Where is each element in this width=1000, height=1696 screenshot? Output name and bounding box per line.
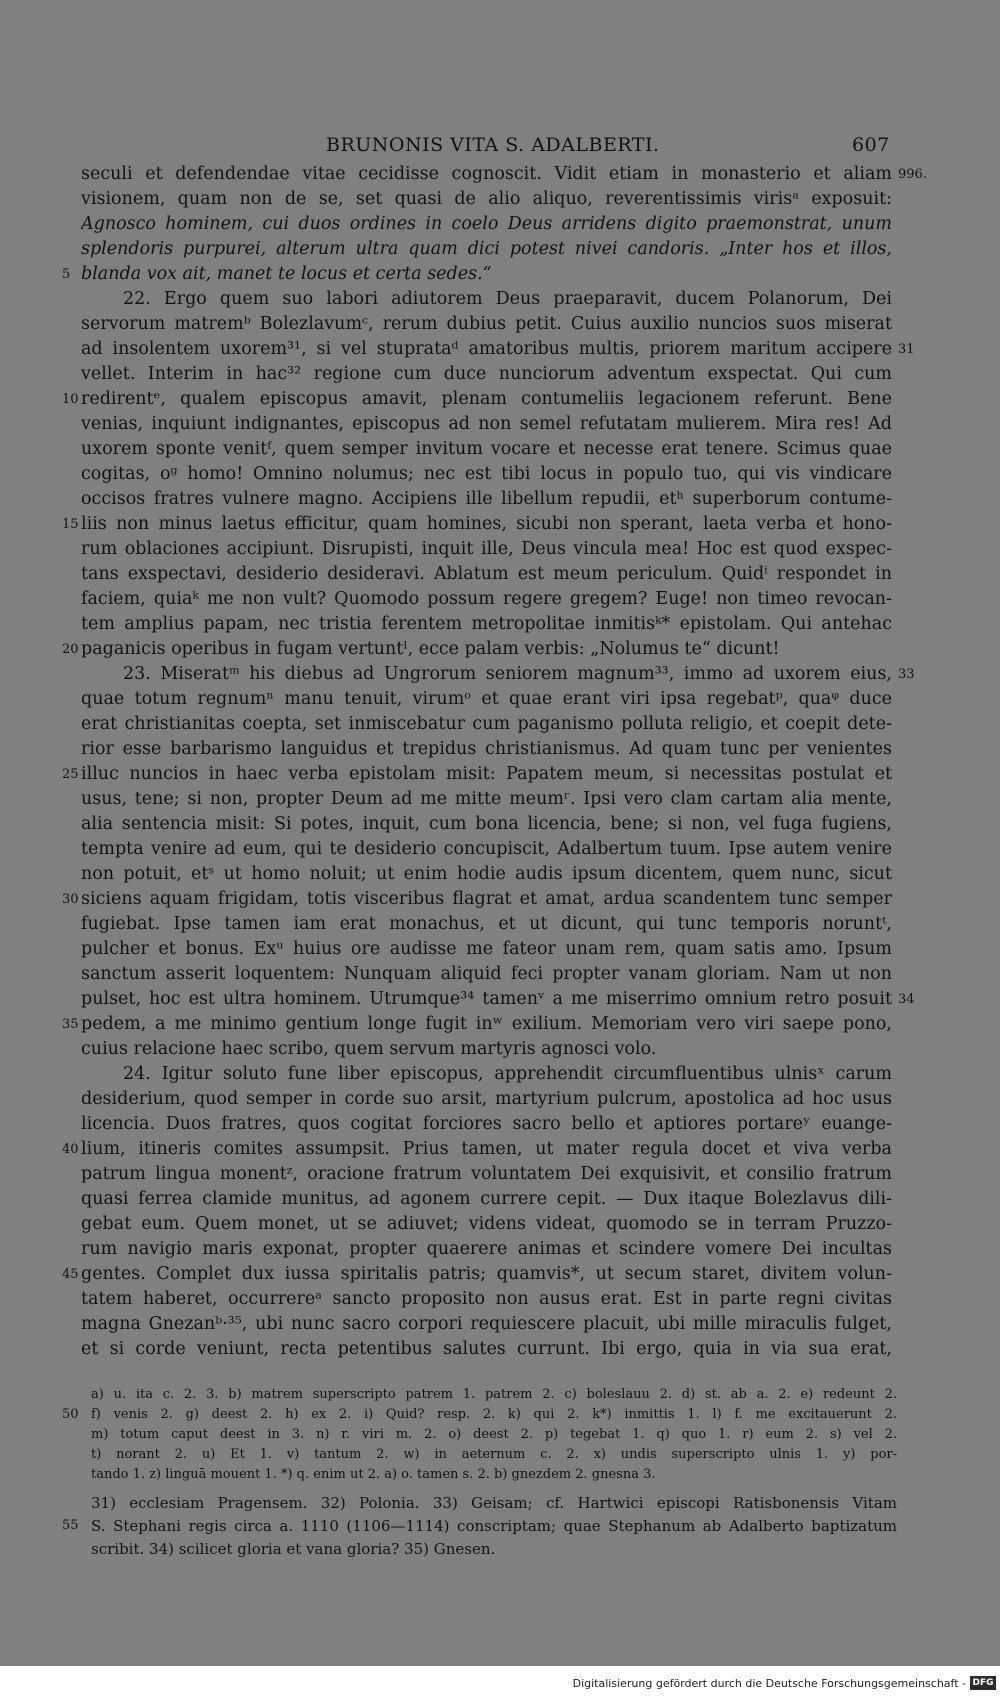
margin-note: 33	[898, 667, 915, 682]
endnote-line: 31) ecclesiam Pragensem. 32) Polonia. 33) Geisam; cf. Hartwici episcopi Ratisbonensis Vitam	[91, 1494, 897, 1512]
text-line: Agnosco hominem, cui duos ordines in coelo Deus arridens digito praemonstrat, unum	[81, 214, 892, 234]
line-number: 15	[62, 517, 79, 532]
line-number: 10	[62, 392, 79, 407]
text-line: pulcher et bonus. Exᵘ huius ore audisse me fateor unam rem, quam satis amo. Ipsum	[81, 939, 892, 959]
footnote-line: t) norant 2. u) Et 1. v) tantum 2. w) in aeternum c. 2. x) undis superscripto ulnis 1. y) por-	[91, 1447, 897, 1462]
text-line: tem amplius papam, nec tristia ferentem metropolitae inmitisᵏ* epistolam. Qui antehac	[81, 614, 892, 634]
line-number: 55	[62, 1518, 79, 1533]
text-line: paganicis operibus in fugam vertuntˡ, ecce palam verbis: „Nolumus te“ dicunt!	[81, 639, 780, 659]
text-line: servorum matremᵇ Bolezlavumᶜ, rerum dubius petit. Cuius auxilio nuncios suos miserat	[81, 314, 892, 334]
text-line: non potuit, etˢ ut homo noluit; ut enim hodie audis ipsum dicentem, quem nunc, sicut	[81, 864, 892, 884]
margin-note: 34	[898, 992, 915, 1007]
text-line: alia sentencia misit: Si potes, inquit, cum bona licencia, bene; si non, vel fuga fugiens,	[81, 814, 892, 834]
text-line: tans exspectavi, desiderio desideravi. Ablatum est meum periculum. Quidⁱ respondet in	[81, 564, 892, 584]
page-number: 607	[852, 134, 890, 156]
line-number: 40	[62, 1142, 79, 1157]
text-line: blanda vox ait, manet te locus et certa sedes.“	[81, 264, 492, 284]
text-line: rum oblaciones accipiunt. Disrupisti, inquit ille, Deus vincula mea! Hoc est quod exspec-	[81, 539, 892, 559]
dfg-logo: DFG	[970, 1676, 996, 1690]
text-line: rum navigio maris exponat, propter quaerere animas et scindere vomere Dei incultas	[81, 1239, 892, 1259]
text-line: venias, inquiunt indignantes, episcopus ad non semel refutatam mulierem. Mira res! Ad	[81, 414, 892, 434]
endnote-line: S. Stephani regis circa a. 1110 (1106—1114) conscriptam; quae Stephanum ab Adalberto baptizatum	[91, 1517, 897, 1535]
text-line: et si corde veniunt, recta petentibus salutes currunt. Ibi ergo, quia in via sua erat,	[81, 1339, 892, 1359]
text-line: pedem, a me minimo gentium longe fugit inʷ exilium. Memoriam vero viri saepe pono,	[81, 1014, 892, 1034]
text-line: vellet. Interim in hac³² regione cum duce nunciorum adventum exspectat. Qui cum	[81, 364, 892, 384]
text-line: fugiebat. Ipse tamen iam erat monachus, et ut dicunt, qui tunc temporis noruntᵗ,	[81, 914, 892, 934]
text-line: 24. Igitur soluto fune liber episcopus, apprehendit circumfluentibus ulnisˣ carum	[123, 1064, 892, 1084]
text-line: ad insolentem uxorem³¹, si vel stuprataᵈ amatoribus multis, priorem maritum accipere	[81, 339, 892, 359]
footnote-line: tando 1. z) linguā mouent 1. *) q. enim ut 2. a) o. tamen s. 2. b) gnezdem 2. gnesna 3.	[91, 1467, 656, 1482]
line-number: 30	[62, 892, 79, 907]
text-line: 22. Ergo quem suo labori adiutorem Deus praeparavit, ducem Polanorum, Dei	[123, 289, 892, 309]
text-line: visionem, quam non de se, set quasi de alio aliquo, reverentissimis virisᵃ exposuit:	[81, 189, 892, 209]
text-line: erat christianitas coepta, set inmiscebatur cum paganismo polluta religio, et coepit dete-	[81, 714, 892, 734]
text-line: quae totum regnumⁿ manu tenuit, virumᵒ et quae erant viri ipsa regebatᵖ, quaᵠ duce	[81, 689, 892, 709]
text-line: gentes. Complet dux iussa spiritalis patris; quamvis*, ut secum staret, divitem volun-	[81, 1264, 892, 1284]
margin-note: 31	[898, 342, 915, 357]
running-title: BRUNONIS VITA S. ADALBERTI.	[326, 134, 660, 156]
text-line: licencia. Duos fratres, quos cogitat forciores sacro bello et aptiores portareʸ euange-	[81, 1114, 892, 1134]
text-line: lium, itineris comites assumpsit. Prius tamen, ut mater regula docet et viva verba	[81, 1139, 892, 1159]
text-line: occisos fratres vulnere magno. Accipiens ille libellum repudii, etʰ superborum contume-	[81, 489, 892, 509]
text-line: desiderium, quod semper in corde suo arsit, martyrium pulcrum, apostolica ad hoc usus	[81, 1089, 892, 1109]
line-number: 35	[62, 1017, 79, 1032]
text-line: magna Gnezanᵇ·³⁵, ubi nunc sacro corpori requiescere placuit, ubi mille miraculis fulget,	[81, 1314, 892, 1334]
text-line: patrum lingua monentᶻ, oracione fratrum voluntatem Dei exquisivit, et consilio fratrum	[81, 1164, 892, 1184]
line-number: 25	[62, 767, 79, 782]
text-line: 23. Miseratᵐ his diebus ad Ungrorum seniorem magnum³³, immo ad uxorem eius,	[123, 664, 892, 684]
margin-year: 996.	[898, 167, 927, 182]
text-line: liis non minus laetus efficitur, quam homines, sicubi non sperant, laeta verba et hono-	[81, 514, 892, 534]
text-line: tempta venire ad eum, qui te desiderio concupiscit, Adalbertum tuum. Ipse autem venire	[81, 839, 892, 859]
text-line: seculi et defendendae vitae cecidisse cognoscit. Vidit etiam in monasterio et aliam	[81, 164, 892, 184]
text-line: cuius relacione haec scribo, quem servum martyris agnosci volo.	[81, 1039, 657, 1059]
text-line: gebat eum. Quem monet, ut se adiuvet; videns videat, quomodo se in terram Pruzzo-	[81, 1214, 892, 1234]
text-line: uxorem sponte venitᶠ, quem semper invitum vocare et necesse erat tenere. Scimus quae	[81, 439, 892, 459]
text-line: usus, tene; si non, propter Deum ad me mitte meumʳ. Ipsi vero clam cartam alia mente,	[81, 789, 892, 809]
line-number: 45	[62, 1267, 79, 1282]
text-line: cogitas, oᵍ homo! Omnino nolumus; nec est tibi locus in populo tuo, qui vis vindicare	[81, 464, 892, 484]
text-line: rior esse barbarismo languidus et trepidus christianismus. Ad quam tunc per venientes	[81, 739, 892, 759]
footnote-line: a) u. ita c. 2. 3. b) matrem superscripto patrem 1. patrem 2. c) boleslauu 2. d) st. ab a. 2. e) redeunt 2.	[91, 1387, 897, 1402]
line-number: 5	[62, 267, 71, 282]
footnote-line: f) venis 2. g) deest 2. h) ex 2. i) Quid? resp. 2. k) qui 2. k*) inmittis 1. l) f. me excitauerunt 2.	[91, 1407, 897, 1422]
text-line: redirentᵉ, qualem episcopus amavit, plenam contumeliis legacionem referunt. Bene	[81, 389, 892, 409]
text-line: splendoris purpurei, alterum ultra quam dici potest nivei candoris. „Inter hos et illos,	[81, 239, 892, 259]
text-line: tatem haberet, occurrereᵃ sancto proposito non ausus erat. Est in parte regni civitas	[81, 1289, 892, 1309]
digitization-credit: Digitalisierung gefördert durch die Deutsche Forschungsgemeinschaft -	[572, 1677, 966, 1690]
footnote-line: m) totum caput deest in 3. n) r. viri m. 2. o) deest 2. p) tegebat 1. q) quo 1. r) eum 2. s) vel 2.	[91, 1427, 897, 1442]
text-line: faciem, quiaᵏ me non vult? Quomodo possum regere gregem? Euge! non timeo revocan-	[81, 589, 892, 609]
text-line: illuc nuncios in haec verba epistolam misit: Papatem meum, si necessitas postulat et	[81, 764, 892, 784]
text-line: quasi ferrea clamide munitus, ad agonem currere cepit. — Dux itaque Bolezlavus dili-	[81, 1189, 892, 1209]
endnote-line: scribit. 34) scilicet gloria et vana gloria? 35) Gnesen.	[91, 1540, 496, 1558]
text-line: pulset, hoc est ultra hominem. Utrumque³⁴ tamenᵛ a me miserrimo omnium retro posuit	[81, 989, 892, 1009]
text-line: siciens aquam frigidam, totis visceribus flagrat et amat, ardua scandentem tunc semper	[81, 889, 892, 909]
running-header	[0, 134, 1000, 158]
line-number: 50	[62, 1407, 79, 1422]
line-number: 20	[62, 642, 79, 657]
text-line: sanctum asserit loquentem: Nunquam aliquid feci propter vanam gloriam. Nam ut non	[81, 964, 892, 984]
